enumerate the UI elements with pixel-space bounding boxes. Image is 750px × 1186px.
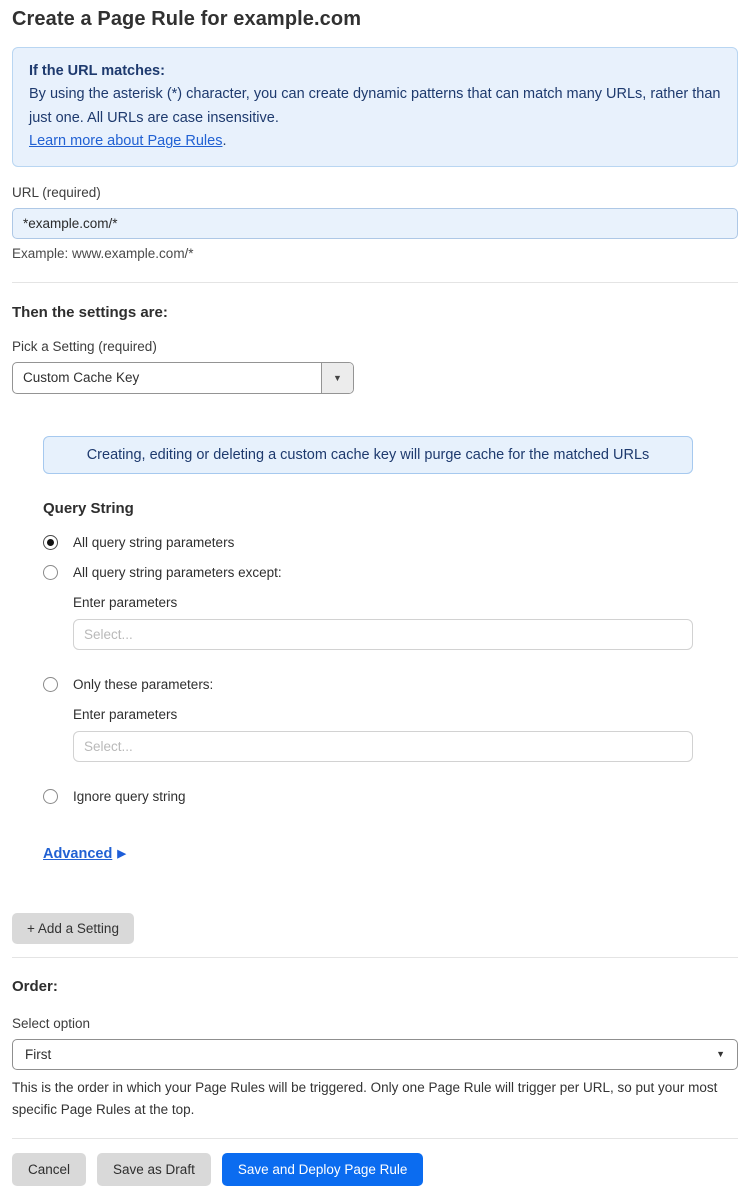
only-parameters-input[interactable]: [73, 731, 693, 762]
radio-label: Only these parameters:: [73, 676, 214, 692]
chevron-right-icon: ▶: [117, 848, 126, 861]
learn-more-link[interactable]: Learn more about Page Rules: [29, 133, 223, 150]
divider: [12, 282, 738, 283]
save-as-draft-button[interactable]: Save as Draft: [97, 1153, 211, 1186]
url-field-label: URL (required): [12, 184, 101, 200]
radio-all-query-params[interactable]: [43, 535, 738, 550]
divider: [12, 957, 738, 958]
custom-cache-key-settings: [43, 436, 738, 863]
settings-heading: Then the settings are:: [12, 303, 168, 321]
radio-ignore-query-string[interactable]: [43, 789, 738, 804]
setting-select-value: Custom Cache Key: [23, 370, 140, 386]
enter-parameters-label: Enter parameters: [73, 706, 178, 722]
query-string-heading: Query String: [43, 499, 134, 517]
order-select-value: First: [25, 1046, 52, 1062]
cancel-button[interactable]: Cancel: [12, 1153, 86, 1186]
except-parameters-input[interactable]: [73, 619, 693, 650]
pick-setting-label: Pick a Setting (required): [12, 338, 157, 354]
url-field-helper: Example: www.example.com/*: [12, 245, 194, 261]
purge-cache-notice: Creating, editing or deleting a custom cache key will purge cache for the matched URLs: [43, 436, 693, 474]
advanced-label[interactable]: Advanced: [43, 845, 113, 862]
order-select[interactable]: [12, 1039, 738, 1070]
caret-down-icon[interactable]: ▼: [321, 363, 353, 393]
caret-down-icon: ▼: [716, 1049, 725, 1060]
footer-actions: [12, 1153, 738, 1186]
add-setting-button[interactable]: + Add a Setting: [12, 913, 134, 944]
save-and-deploy-button[interactable]: Save and Deploy Page Rule: [222, 1153, 424, 1186]
divider: [12, 1138, 738, 1139]
order-select-label: Select option: [12, 1015, 91, 1031]
advanced-toggle[interactable]: [43, 846, 126, 862]
radio-unselected-icon[interactable]: [43, 677, 58, 692]
info-box-heading: If the URL matches:: [29, 63, 165, 79]
except-parameters-field: [73, 595, 738, 650]
radio-label: All query string parameters except:: [73, 564, 282, 580]
info-box-body: By using the asterisk (*) character, you can create dynamic patterns that can match many URLs, rather than just one. All URLs are case insensitive.: [29, 86, 721, 126]
radio-label: Ignore query string: [73, 788, 186, 804]
setting-select[interactable]: [12, 362, 354, 394]
link-suffix: .: [222, 133, 227, 150]
radio-only-these-params[interactable]: [43, 677, 738, 692]
url-match-info-box: [12, 47, 738, 167]
radio-unselected-icon[interactable]: [43, 565, 58, 580]
only-parameters-field: [73, 707, 738, 762]
enter-parameters-label: Enter parameters: [73, 594, 178, 610]
order-heading: Order:: [12, 977, 58, 995]
radio-label: All query string parameters: [73, 534, 235, 550]
info-box-link-line: [29, 130, 721, 153]
url-input[interactable]: [12, 208, 738, 239]
radio-selected-icon[interactable]: [43, 535, 58, 550]
radio-all-params-except[interactable]: [43, 565, 738, 580]
radio-unselected-icon[interactable]: [43, 789, 58, 804]
order-helper-text: This is the order in which your Page Rules will be triggered. Only one Page Rule will trigger per URL, so put your most specific Page Rules at the top.: [12, 1079, 718, 1117]
page-title: Create a Page Rule for example.com: [12, 8, 362, 30]
